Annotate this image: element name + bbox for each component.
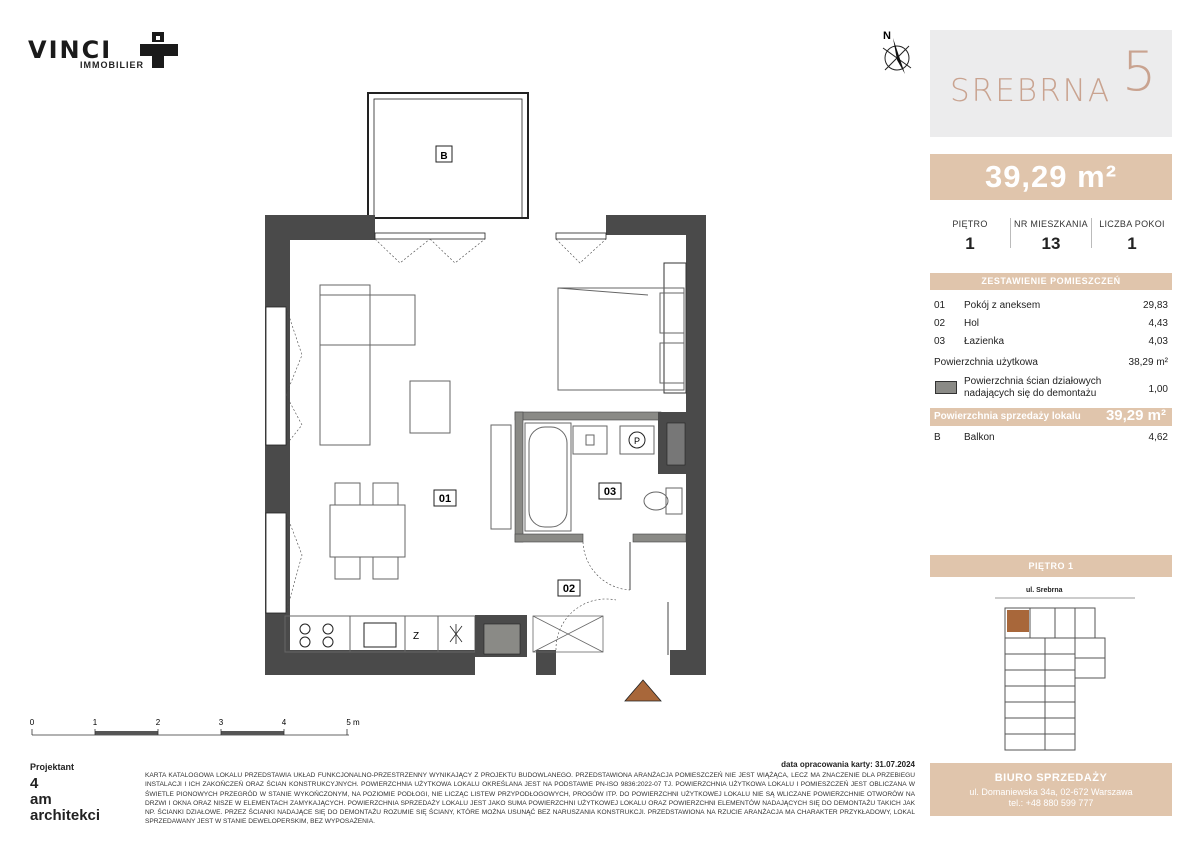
washbasin (573, 426, 607, 454)
scale-tick-label: 4 (281, 718, 287, 727)
toilet (644, 488, 682, 514)
sofa (320, 285, 415, 445)
rooms-table (930, 297, 1172, 403)
demountable-walls-value: 1,00 (1148, 384, 1168, 395)
fridge-label: Z (412, 631, 420, 642)
apartment-number-value: 13 (1041, 234, 1061, 253)
demountable-walls-swatch (935, 381, 957, 394)
balcony-name: Balkon (964, 432, 995, 443)
demountable-walls-label-line1: Powierzchnia ścian działowych (964, 376, 1102, 387)
vinci-logo (28, 30, 188, 75)
room-01-label: 01 (438, 493, 452, 505)
bathtub (525, 423, 571, 531)
usable-area-row (930, 351, 1172, 375)
scale-tick-label: 2 (155, 718, 161, 727)
room-area: 4,43 (1148, 318, 1168, 329)
kitchen-sink (364, 623, 396, 647)
project-name: SREBRNA (950, 73, 1112, 109)
top-windows (375, 233, 606, 239)
room-name: Pokój z aneksem (964, 300, 1041, 311)
scale-bar (25, 715, 375, 740)
sales-office-address: ul. Domaniewska 34a, 02-672 Warszawa (969, 787, 1133, 797)
room-name: Hol (964, 318, 980, 329)
cooktop (300, 624, 333, 647)
highlighted-apartment (1007, 610, 1029, 632)
logo-text: VINCI (28, 36, 113, 64)
usable-area-label: Powierzchnia użytkowa (934, 357, 1038, 368)
rooms-count-value: 1 (1127, 234, 1137, 253)
storage-cabinet (533, 616, 603, 652)
sales-office-box (930, 763, 1172, 816)
table-row (930, 297, 1172, 315)
table-row (930, 315, 1172, 333)
balcony-area: 4,62 (1148, 432, 1168, 443)
rooms-table-header: ZESTAWIENIE POMIESZCZEŃ (930, 273, 1172, 290)
apartment-number-stat (1011, 219, 1091, 254)
designer-line1: 4 (30, 775, 39, 792)
designer-line3: architekci (30, 807, 101, 824)
coffee-table (410, 381, 450, 433)
sale-area-label: Powierzchnia sprzedaży lokalu (934, 411, 1081, 422)
boiler-label: P (633, 436, 641, 446)
demountable-walls-row (930, 375, 1172, 403)
card-date: data opracowania karty: 31.07.2024 (781, 760, 915, 769)
designer-label: Projektant (30, 762, 75, 772)
compass-north-label: N (883, 30, 891, 42)
logo-subtitle: IMMOBILIER (80, 60, 144, 70)
floor-map-header: PIĘTRO 1 (930, 555, 1172, 577)
balcony-label: B (440, 151, 448, 162)
dining-table (330, 483, 405, 579)
sales-office-phone: tel.: +48 880 599 777 (1008, 798, 1094, 808)
room-number: 02 (934, 318, 946, 329)
room-area: 29,83 (1142, 300, 1168, 311)
floor-map-street: ul. Srebrna (1026, 587, 1063, 594)
room-number: 03 (934, 336, 946, 347)
rooms-count-stat (1092, 219, 1172, 254)
compass-icon (875, 28, 915, 78)
scale-tick-label: 0 (29, 718, 35, 727)
sale-area-value: 39,29 m² (1105, 407, 1166, 424)
sales-office-title: BIURO SPRZEDAŻY (994, 772, 1108, 784)
vinci-plus-icon (138, 30, 182, 70)
scale-tick-label: 1 (92, 718, 98, 727)
room-name: Łazienka (964, 336, 1005, 347)
project-brand-box (930, 30, 1172, 137)
demountable-walls-label-line2: nadających się do demontażu (964, 388, 1097, 399)
demountable-walls-label (964, 376, 1101, 400)
table-row (930, 333, 1172, 351)
wardrobe (491, 425, 511, 529)
scale-tick-label: 5 m (346, 718, 360, 727)
usable-area-value: 38,29 m² (1128, 357, 1168, 368)
project-number: 5 (1122, 40, 1157, 103)
extractor-icon (450, 624, 462, 644)
sale-area-band (930, 408, 1172, 426)
disclaimer-text: KARTA KATALOGOWA LOKALU PRZEDSTAWIA UKŁAD FUNKCJONALNO-PRZESTRZENNY WYNIKAJĄCY Z PROJEKTU BUDOWLANEGO. PRZEDSTAWIONA ARANŻACJA POMIESZCZEŃ NIE JEST WIĄŻĄCA, LECZ MA ZNACZENIE DLA PRZEBIEGU INSTALACJI I ICH ZAKOŃCZEŃ ORAZ ŚCIAN KONSTRUKCYJNYCH. POWIERZCHNIA UŻYTKOWA LOKALU OKREŚLANA JEST NA PODSTAWIE PN-ISO 9836:2022-07 TJ. POWIERZCHNIA UŻYTKOWA LOKALU I POMIESZCZEŃ JEST OBLICZANA W ŚWIETLE PIONOWYCH PRZEGRÓD W STANIE WYKOŃCZONYM, NA POZIOMIE PODŁOGI, NIE LICZĄC LISTEW PRZYPODŁOGOWYCH, PROGÓW ITP. DO POWIERZCHNI UŻYTKOWEJ LOKALU NIE SĄ WLICZANE POWIERZCHNIE OTWORÓW NA DRZWI I OKNA ORAZ NISZE W ELEMENTACH ZAMYKAJĄCYCH. POWIERZCHNIA SPRZEDAŻY LOKALU JEST JAKO SUMA POWIERZCHNI UŻYTKOWEJ LOKALU ORAZ POWIERZCHNI ELEMENTÓW NADAJĄCYCH SIĘ DO DEMONTAŻU TAKICH JAK NP. ŚCIANKI DZIAŁOWE. PRZEZ ŚCIANKI NADAJĄCE SIĘ DO DEMONTAŻU ROZUMIE SIĘ ŚCIANY, KTÓRE MOŻNA USUNĄĆ BEZ NARUSZANIA KONSTRUKCJI. PRZEDSTAWIONA NA RZUCIE ARANŻACJA MA CHARAKTER PRZYKŁADOWY, LOKAL SPRZEDAWANY JEST W STANIE DEWELOPERSKIM, BEZ WYPOSAŻENIA. (145, 772, 915, 826)
floor-stat (930, 219, 1010, 254)
floor-key-plan (995, 596, 1135, 756)
designer-line2: am (30, 791, 52, 808)
rooms-count-label: LICZBA POKOI (1099, 219, 1165, 229)
room-number: 01 (934, 300, 946, 311)
scale-tick-label: 3 (218, 718, 224, 727)
total-area-box (930, 154, 1172, 200)
entrance-marker-icon (625, 680, 661, 701)
room-03-label: 03 (603, 486, 617, 498)
total-area-value: 39,29 m² (984, 159, 1118, 194)
room-area: 4,03 (1148, 336, 1168, 347)
apartment-number-label: NR MIESZKANIA (1014, 219, 1088, 229)
designer-logo (30, 776, 100, 824)
balcony-number: B (934, 432, 941, 443)
room-02-label: 02 (562, 583, 576, 595)
floor-value: 1 (965, 234, 975, 253)
floor-plan (240, 85, 720, 705)
floor-label: PIĘTRO (952, 219, 988, 229)
